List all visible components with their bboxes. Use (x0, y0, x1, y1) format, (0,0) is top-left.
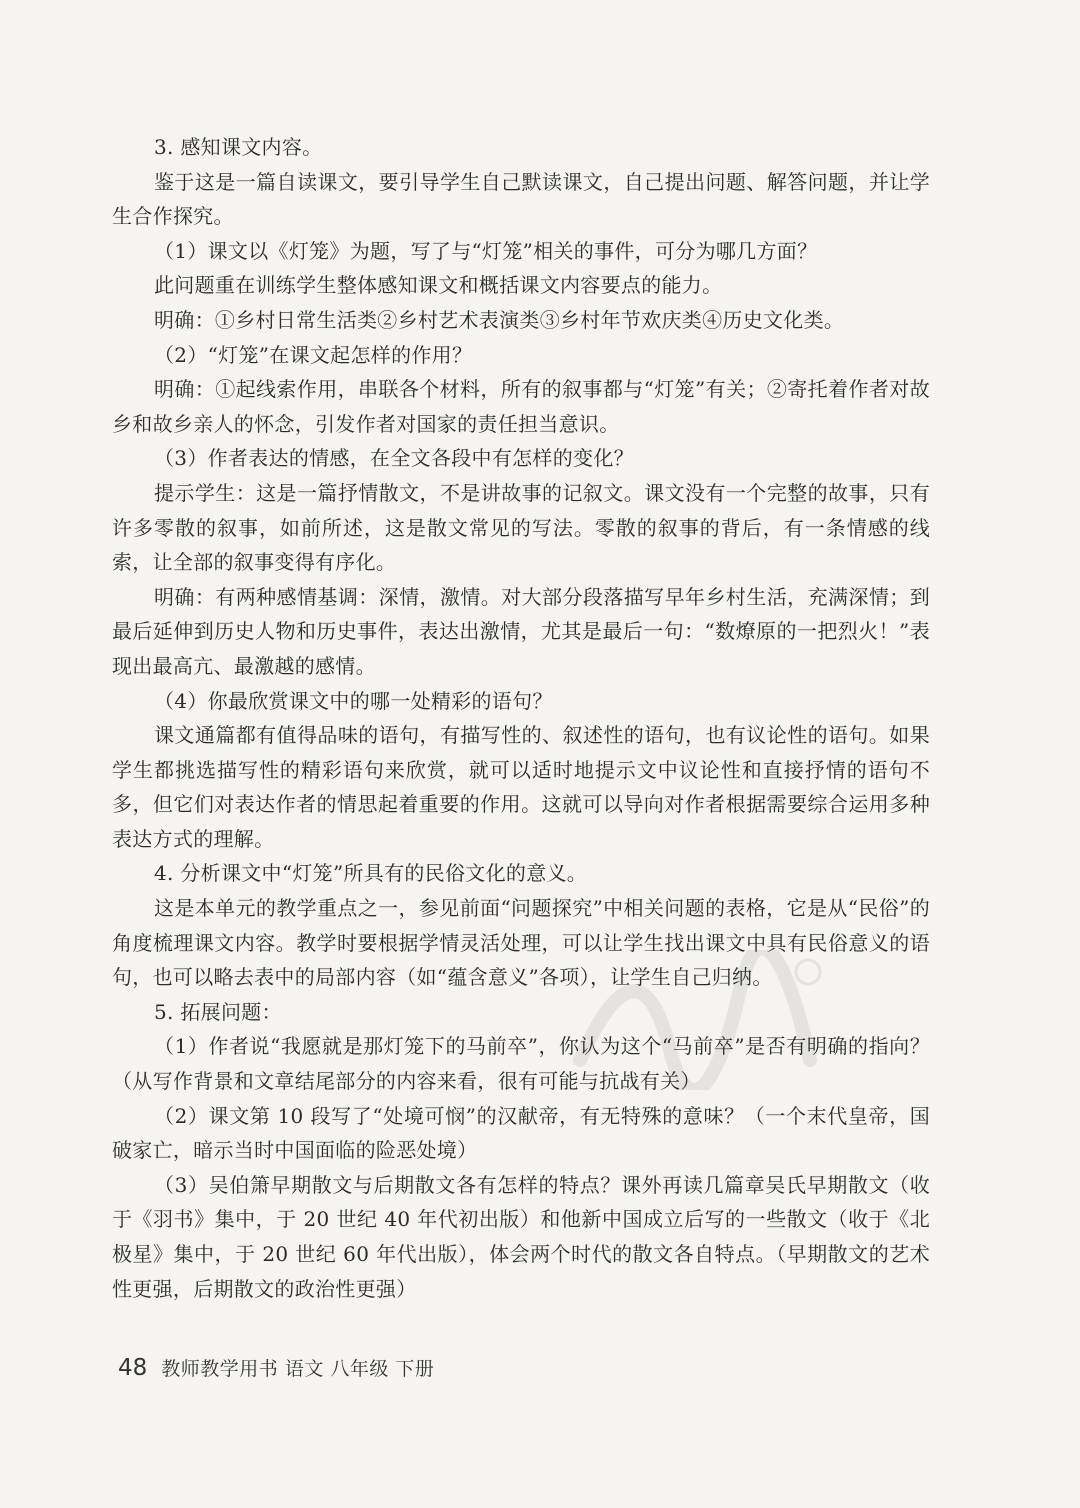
paragraph-extension-1: （1）作者说“我愿就是那灯笼下的马前卒”，你认为这个“马前卒”是否有明确的指向？（从写作背景和文章结尾部分的内容来看，很有可能与抗战有关） (112, 1034, 930, 1094)
paragraph-question-1: （1）课文以《灯笼》为题，写了与“灯笼”相关的事件，可分为哪几方面？ (154, 238, 818, 263)
paragraph-question-3: （3）作者表达的情感，在全文各段中有怎样的变化？ (154, 446, 634, 471)
paragraph-intro: 鉴于这是一篇自读课文，要引导学生自己默读课文，自己提出问题、解答问题，并让学生合作探究。 (112, 169, 930, 229)
paragraph-question-3-hint: 提示学生：这是一篇抒情散文，不是讲故事的记叙文。课文没有一个完整的故事，只有许多零散的叙事，如前所述，这是散文常见的写法。零散的叙事的背后，有一条情感的线索，让全部的叙事变得有序化。 (112, 480, 930, 575)
paragraph-question-1-note: 此问题重在训练学生整体感知课文和概括课文内容要点的能力。 (154, 273, 723, 298)
paragraph-section-4-heading: 4. 分析课文中“灯笼”所具有的民俗文化的意义。 (154, 861, 588, 886)
paragraph-extension-2: （2）课文第 10 段写了“处境可悯”的汉献帝，有无特殊的意味？（一个末代皇帝，国破家亡，暗示当时中国面临的险恶处境） (112, 1103, 930, 1163)
body-text (112, 130, 930, 1306)
paragraph-question-2-answer: 明确：①起线索作用，串联各个材料，所有的叙事都与“灯笼”有关；②寄托着作者对故乡和故乡亲人的怀念，引发作者对国家的责任担当意识。 (112, 377, 930, 436)
paragraph-question-2: （2）“灯笼”在课文起怎样的作用？ (154, 342, 473, 367)
paragraph-extension-3: （3）吴伯箫早期散文与后期散文各有怎样的特点？课外再读几篇章吴氏早期散文（收于《羽书》集中，于 20 世纪 40 年代初出版）和他新中国成立后写的一些散文（收于《北极星》集中，于 20 世纪 60 年代出版），体会两个时代的散文各自特点。（早期散文的艺术性更强，后期散文的政治性更强） (112, 1172, 930, 1301)
paragraph-section-5-heading: 5. 拓展问题： (154, 999, 282, 1024)
paragraph-section-4-body: 这是本单元的教学重点之一，参见前面“问题探究”中相关问题的表格，它是从“民俗”的角度梳理课文内容。教学时要根据学情灵活处理，可以让学生找出课文中具有民俗意义的语句，也可以略去表中的局部内容（如“蕴含意义”各项），让学生自己归纳。 (112, 896, 930, 990)
book-title: 教师教学用书 语文 八年级 下册 (161, 1358, 435, 1380)
page-footer (118, 1354, 434, 1381)
paragraph-question-4-answer: 课文通篇都有值得品味的语句，有描写性的、叙述性的语句，也有议论性的语句。如果学生都挑选描写性的精彩语句来欣赏，就可以适时地提示文中议论性和直接抒情的语句不多，但它们对表达作者的情思起着重要的作用。这就可以导向对作者根据需要综合运用多种表达方式的理解。 (112, 723, 930, 851)
paragraph-question-4: （4）你最欣赏课文中的哪一处精彩的语句？ (154, 688, 553, 713)
page-number: 48 (118, 1355, 148, 1381)
paragraph-question-3-answer: 明确：有两种感情基调：深情，激情。对大部分段落描写早年乡村生活，充满深情；到最后延伸到历史人物和历史事件，表达出激情，尤其是最后一句：“数燎原的一把烈火！”表现出最高亢、最激越的感情。 (112, 584, 930, 678)
paragraph-question-1-answer: 明确：①乡村日常生活类②乡村艺术表演类③乡村年节欢庆类④历史文化类。 (154, 307, 845, 332)
paragraph-section-3-heading: 3. 感知课文内容。 (154, 135, 323, 159)
